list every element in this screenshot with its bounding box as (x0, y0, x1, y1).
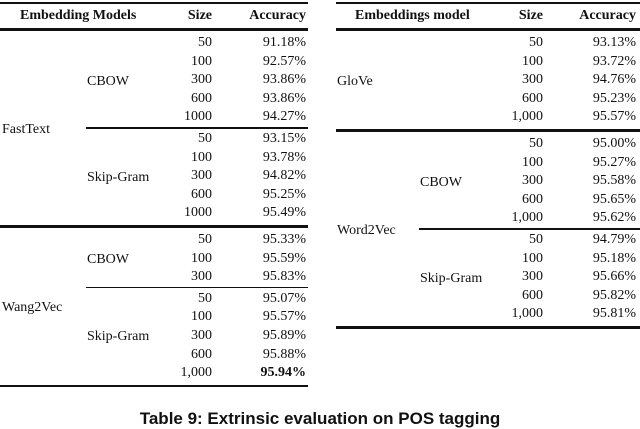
accuracy-cell: 95.89% (262, 328, 306, 343)
size-cell: 1000 (184, 205, 212, 221)
accuracy-cell: 95.23% (592, 90, 636, 106)
size-cell: 100 (191, 250, 212, 266)
right-table-top-rule (336, 2, 640, 4)
left-table-subgroup-rule (86, 127, 308, 129)
accuracy-cell: 95.88% (262, 346, 306, 362)
size-cell: 300 (522, 269, 543, 285)
left-table-header-accuracy: Accuracy (249, 8, 306, 23)
right-table-header-rule (336, 28, 640, 31)
model-label: FastText (2, 121, 51, 137)
size-cell: 300 (191, 328, 212, 343)
accuracy-cell: 91.18% (262, 35, 306, 50)
size-cell: 50 (529, 35, 543, 50)
left-table-bottom-rule (0, 385, 308, 388)
accuracy-cell: 95.57% (262, 309, 306, 325)
size-cell: 600 (191, 346, 212, 362)
accuracy-cell: 95.82% (592, 287, 636, 303)
accuracy-cell: 93.15% (262, 131, 306, 146)
accuracy-cell: 95.27% (592, 154, 636, 170)
accuracy-cell: 95.00% (592, 136, 636, 151)
size-cell: 1,000 (180, 365, 212, 381)
model-label: GloVe (337, 73, 373, 89)
size-cell: 50 (198, 35, 212, 50)
subgroup-label: Skip-Gram (420, 270, 483, 286)
right-table-header-model: Embeddings model (355, 8, 470, 23)
size-cell: 100 (522, 53, 543, 69)
left-table-top-rule (0, 2, 308, 4)
left-table-header-size: Size (187, 8, 212, 23)
subgroup-label: Skip-Gram (87, 169, 150, 185)
right-table-bottom-rule (336, 326, 640, 329)
left-table-header-rule (0, 28, 308, 31)
size-cell: 600 (191, 186, 212, 202)
accuracy-cell: 95.33% (262, 232, 306, 247)
accuracy-cell: 94.76% (592, 72, 636, 88)
right-table-subgroup-rule (419, 228, 640, 230)
model-label: Word2Vec (337, 222, 396, 238)
accuracy-cell: 95.49% (262, 205, 306, 221)
accuracy-cell: 95.18% (592, 250, 636, 266)
accuracy-cell: 94.82% (262, 168, 306, 184)
subgroup-label: CBOW (87, 73, 129, 89)
size-cell: 300 (522, 72, 543, 88)
accuracy-cell: 93.86% (262, 90, 306, 106)
size-cell: 50 (529, 232, 543, 247)
accuracy-cell: 93.86% (262, 72, 306, 88)
size-cell: 300 (191, 168, 212, 184)
accuracy-cell: 93.78% (262, 149, 306, 165)
accuracy-cell: 93.72% (592, 53, 636, 69)
size-cell: 50 (198, 290, 212, 306)
accuracy-cell: 95.66% (592, 269, 636, 285)
right-table-header-accuracy: Accuracy (579, 8, 636, 23)
subgroup-label: CBOW (87, 251, 129, 267)
accuracy-cell: 94.27% (262, 109, 306, 125)
accuracy-cell: 95.62% (592, 210, 636, 226)
size-cell: 50 (198, 131, 212, 146)
size-cell: 100 (191, 309, 212, 325)
size-cell: 300 (191, 72, 212, 88)
accuracy-cell: 95.57% (592, 109, 636, 125)
size-cell: 50 (198, 232, 212, 247)
accuracy-cell: 95.07% (262, 290, 306, 306)
accuracy-cell: 95.83% (262, 269, 306, 285)
accuracy-cell: 95.58% (592, 173, 636, 189)
accuracy-cell: 93.13% (592, 35, 636, 50)
left-table-header-model: Embedding Models (20, 8, 137, 23)
accuracy-cell: 92.57% (262, 53, 306, 69)
size-cell: 1,000 (511, 109, 543, 125)
size-cell: 300 (191, 269, 212, 285)
accuracy-cell: 95.94% (260, 365, 306, 381)
size-cell: 100 (191, 53, 212, 69)
size-cell: 600 (522, 90, 543, 106)
accuracy-cell: 95.59% (262, 250, 306, 266)
right-table-header-size: Size (518, 8, 543, 23)
accuracy-cell: 95.65% (592, 191, 636, 207)
right-table-group-rule (336, 129, 640, 132)
size-cell: 100 (522, 250, 543, 266)
size-cell: 600 (522, 287, 543, 303)
left-table-group-rule (0, 225, 308, 228)
table-caption: Table 9: Extrinsic evaluation on POS tagging (139, 409, 501, 428)
accuracy-cell: 95.25% (262, 186, 306, 202)
size-cell: 300 (522, 173, 543, 189)
size-cell: 600 (191, 90, 212, 106)
subgroup-label: Skip-Gram (87, 329, 150, 345)
size-cell: 1,000 (511, 306, 543, 322)
size-cell: 50 (529, 136, 543, 151)
accuracy-cell: 95.81% (592, 306, 636, 322)
accuracy-cell: 94.79% (592, 232, 636, 247)
left-table-subgroup-rule (86, 287, 308, 289)
model-label: Wang2Vec (2, 299, 63, 315)
subgroup-label: CBOW (420, 174, 462, 190)
size-cell: 100 (522, 154, 543, 170)
size-cell: 100 (191, 149, 212, 165)
size-cell: 1,000 (511, 210, 543, 226)
size-cell: 600 (522, 191, 543, 207)
size-cell: 1000 (184, 109, 212, 125)
